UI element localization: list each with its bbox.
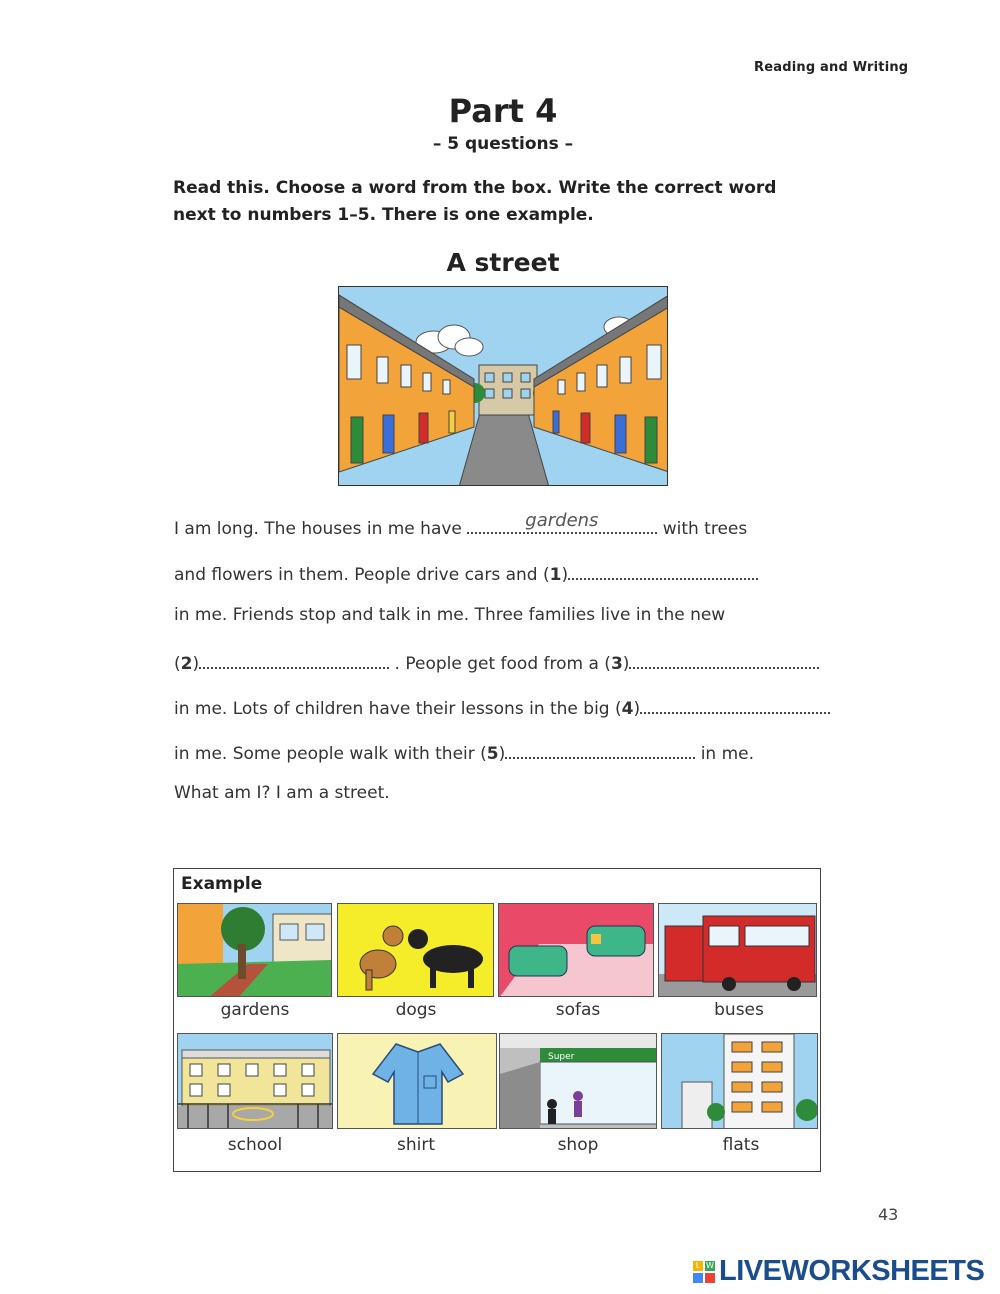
dogs-picture — [337, 903, 494, 997]
word-school: school — [227, 1135, 283, 1155]
example-answer: gardens — [525, 510, 599, 531]
brand-logo[interactable] — [693, 1255, 984, 1288]
brand-text: LIVEWORKSHEETS — [719, 1255, 985, 1287]
word-flats: flats — [722, 1135, 760, 1155]
answer-4-blank[interactable] — [640, 694, 830, 714]
page-number: 43 — [878, 1205, 899, 1224]
school-picture — [177, 1033, 333, 1129]
story-line-6: in me. Some people walk with their (5) in me. — [174, 739, 754, 764]
story-heading: A street — [446, 248, 560, 277]
word-shop: shop — [557, 1135, 599, 1155]
answer-3-blank[interactable] — [629, 649, 819, 669]
story-line-4: (2) . People get food from a (3) — [174, 649, 819, 674]
story-line-3: in me. Friends stop and talk in me. Three families live in the new — [174, 605, 726, 625]
sofas-picture — [498, 903, 654, 997]
story-line-7: What am I? I am a street. — [174, 783, 390, 803]
word-shirt: shirt — [396, 1135, 435, 1155]
word-sofas: sofas — [555, 1000, 601, 1020]
word-buses: buses — [714, 1000, 764, 1020]
word-dogs: dogs — [395, 1000, 437, 1020]
shop-sign: Super — [548, 1052, 575, 1062]
page-subtitle: – 5 questions – — [432, 134, 574, 154]
shop-picture — [499, 1033, 657, 1129]
story-line-5: in me. Lots of children have their lessons in the big (4) — [174, 694, 830, 719]
word-gardens: gardens — [220, 1000, 290, 1020]
instruction-line-1: Read this. Choose a word from the box. Write the correct word — [173, 178, 777, 198]
section-label: Reading and Writing — [754, 60, 909, 75]
buses-picture — [658, 903, 817, 997]
page-title: Part 4 — [448, 92, 558, 130]
story-line-1: I am long. The houses in me have gardens with trees — [174, 510, 748, 539]
instruction-line-2: next to numbers 1–5. There is one example. — [173, 205, 594, 225]
example-answer-blank[interactable] — [467, 510, 657, 534]
example-label: Example — [181, 874, 263, 894]
flats-picture — [661, 1033, 818, 1129]
shirt-picture — [337, 1033, 497, 1129]
answer-5-blank[interactable] — [505, 739, 695, 759]
answer-1-blank[interactable] — [568, 560, 758, 580]
answer-2-blank[interactable] — [199, 649, 389, 669]
story-line-2: and flowers in them. People drive cars and (1) — [174, 560, 758, 585]
street-illustration — [338, 286, 668, 486]
gardens-picture — [177, 903, 332, 997]
brand-grid-icon: L W — [693, 1261, 715, 1283]
